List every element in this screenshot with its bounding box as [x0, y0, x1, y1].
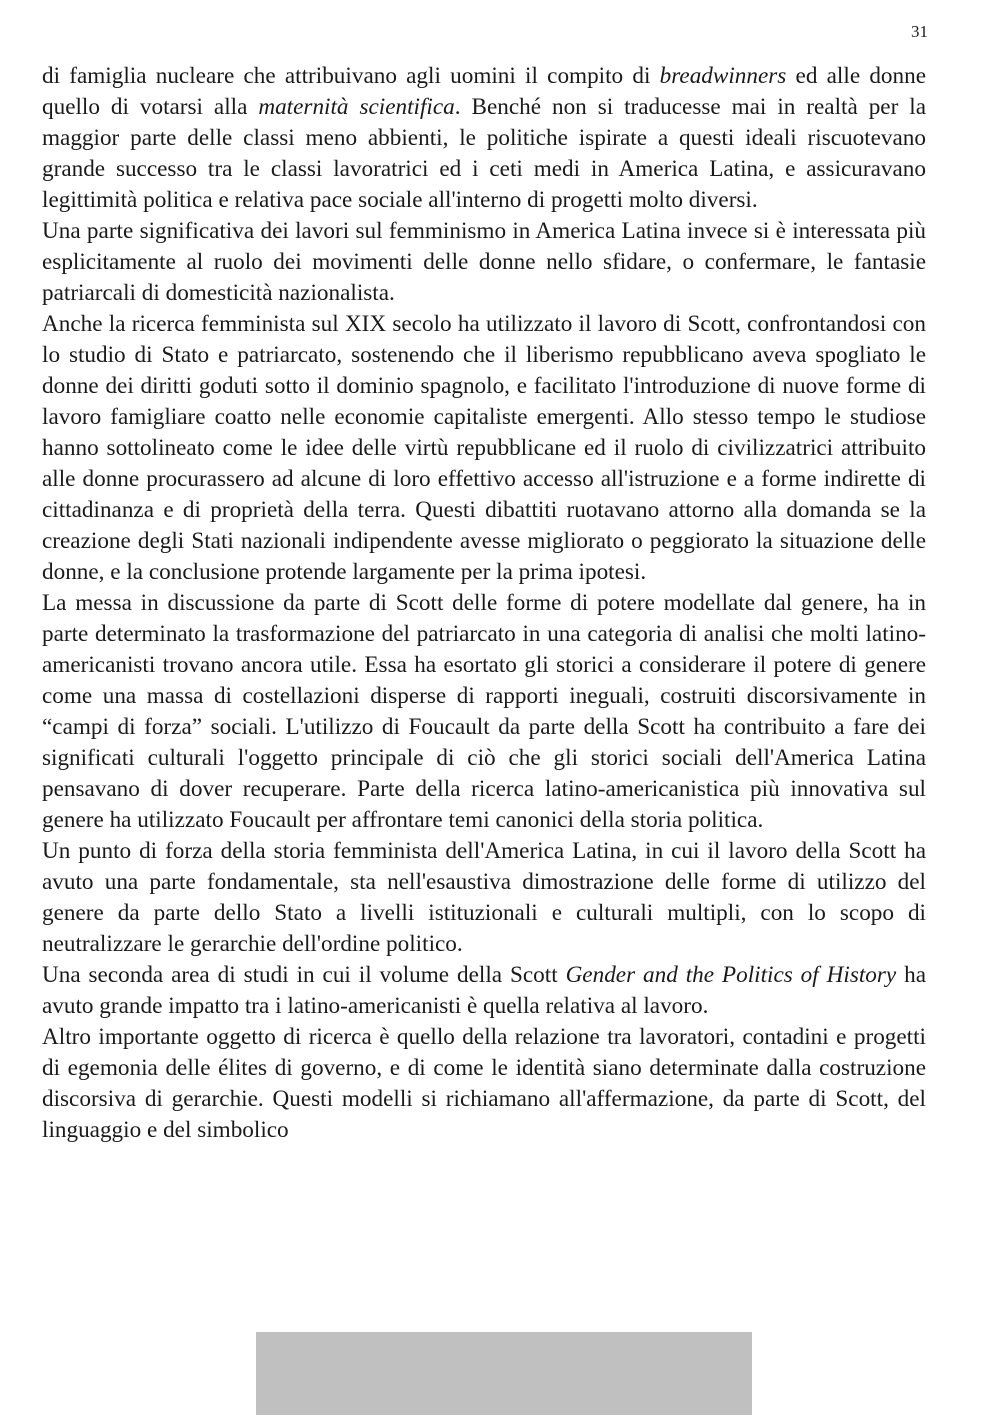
paragraph: [42, 836, 926, 960]
text-run: Un punto di forza della storia femminista dell'America Latina, in cui il lavoro della Scott ha avuto una parte fondamentale, sta nell'esaustiva dimostrazione delle forme di utilizzo del genere da parte dello Stato a livelli istituzionali e culturali multipli, con lo scopo di neutralizzare le gerarchie dell'ordine politico.: [42, 838, 926, 957]
page-number: 31: [911, 22, 928, 41]
text-run: ha avuto grande impatto tra i latino-americanisti è quella relativa al lavoro.: [42, 962, 926, 1019]
text-run: ed alle donne quello di votarsi alla: [42, 63, 926, 120]
paragraph: [42, 309, 926, 588]
paragraph: [42, 1022, 926, 1146]
paragraph: [42, 216, 926, 309]
body-text: [42, 61, 926, 1146]
paragraph: [42, 960, 926, 1022]
text-run: . Benché non si traducesse mai in realtà per la maggior parte delle classi meno abbienti, le politiche ispirate a questi ideali riscuotevano grande successo tra le classi lavoratrici ed i ceti medi in America Latina, e assicuravano legittimità politica e relativa pace sociale all'interno di progetti molto diversi.: [42, 94, 926, 213]
italic-text: Gender and the Politics of History: [565, 962, 897, 988]
paragraph: [42, 61, 926, 216]
gray-overlay-box: [256, 1332, 752, 1415]
text-run: La messa in discussione da parte di Scott delle forme di potere modellate dal genere, ha in parte determinato la trasformazione del patriarcato in una categoria di analisi che molti latino-americanisti trovano ancora utile. Essa ha esortato gli storici a considerare il potere di genere come una massa di costellazioni disperse di rapporti ineguali, costruiti discorsivamente in “campi di forza” sociali. L'utilizzo di Foucault da parte della Scott ha contribuito a fare dei significati culturali l'oggetto principale di ciò che gli storici sociali dell'America Latina pensavano di dover recuperare. Parte della ricerca latino-americanistica più innovativa sul genere ha utilizzato Foucault per affrontare temi canonici della storia politica.: [42, 590, 926, 833]
paragraph: [42, 588, 926, 836]
italic-text: maternità scientifica: [258, 94, 455, 120]
text-run: di famiglia nucleare che attribuivano agli uomini il compito di: [42, 63, 660, 89]
text-run: Anche la ricerca femminista sul XIX secolo ha utilizzato il lavoro di Scott, confrontandosi con lo studio di Stato e patriarcato, sostenendo che il liberismo repubblicano aveva spogliato le donne dei diritti goduti sotto il dominio spagnolo, e facilitato l'introduzione di nuove forme di lavoro famigliare coatto nelle economie capitaliste emergenti. Allo stesso tempo le studiose hanno sottolineato come le idee delle virtù repubblicane ed il ruolo di civilizzatrici attribuito alle donne procurassero ad alcune di loro effettivo accesso all'istruzione e a forme indirette di cittadinanza e di proprietà della terra. Questi dibattiti ruotavano attorno alla domanda se la creazione degli Stati nazionali indipendente avesse migliorato o peggiorato la situazione delle donne, e la conclusione protende largamente per la prima ipotesi.: [42, 311, 926, 585]
text-run: Altro importante oggetto di ricerca è quello della relazione tra lavoratori, contadini e progetti di egemonia delle élites di governo, e di come le identità siano determinate dalla costruzione discorsiva di gerarchie. Questi modelli si richiamano all'affermazione, da parte di Scott, del linguaggio e del simbolico: [42, 1024, 926, 1143]
text-run: Una seconda area di studi in cui il volume della Scott: [42, 962, 566, 988]
italic-text: breadwinners: [659, 63, 787, 89]
text-run: Una parte significativa dei lavori sul femminismo in America Latina invece si è interessata più esplicitamente al ruolo dei movimenti delle donne nello sfidare, o confermare, le fantasie patriarcali di domesticità nazionalista.: [42, 218, 926, 306]
